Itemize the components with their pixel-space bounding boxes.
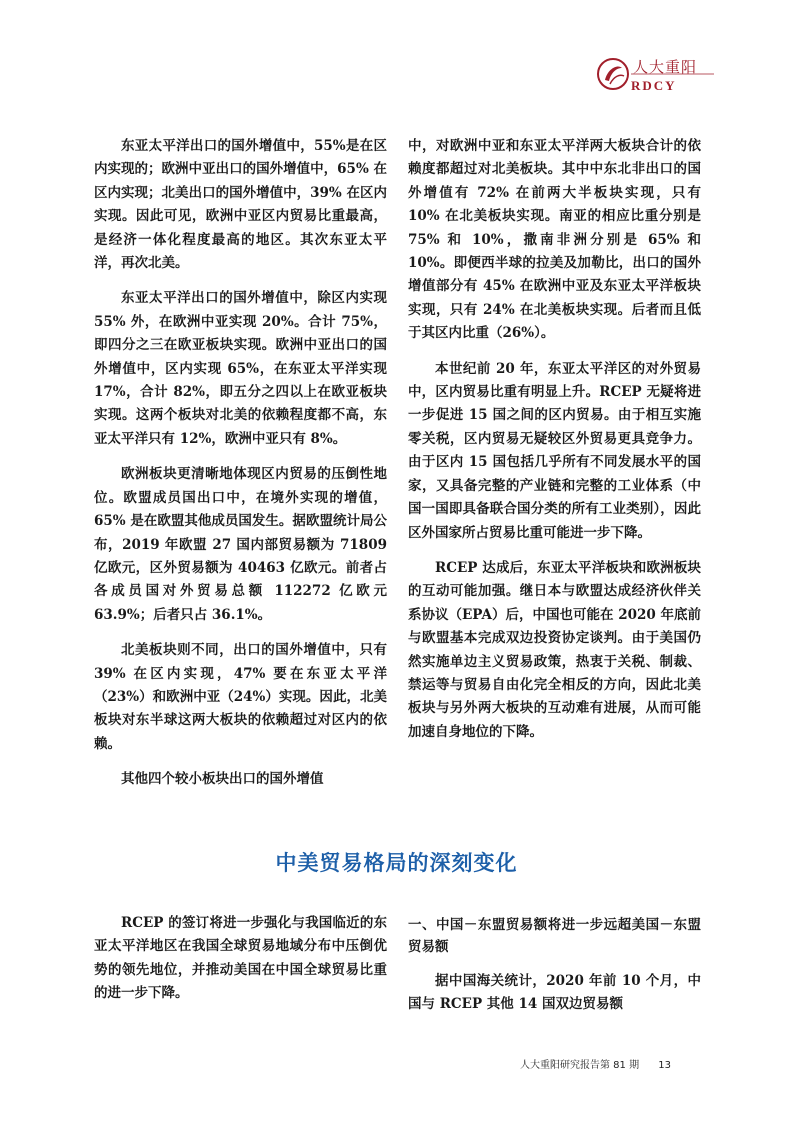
logo-english-text: RDCY (631, 78, 677, 93)
paragraph: 本世纪前 20 年，东亚太平洋区的对外贸易中，区内贸易比重有明显上升。RCEP 无疑将进一步促进 15 国之间的区内贸易。由于相互实施零关税，区内贸易无疑较区外贸易更具竞争力。由于区内 15 国包括几乎所有不同发展水平的国家，又具备完整的产业链和完整的工业体系（中国一国即具备联合国分类的所有工业类别），因此区外国家所占贸易比重可能进一步下降。 (408, 360, 701, 541)
paragraph: 中，对欧洲中亚和东亚太平洋两大板块合计的依赖度都超过对北美板块。其中中东北非出口的国外增值有 72% 在前两大半板块实现，只有 10% 在北美板块实现。南亚的相应比重分别是 75% 和 10%，撒南非洲分别是 65% 和 10%。即便西半球的拉美及加勒比，出口的国外增值部分有 45% 在欧洲中亚及东亚太平洋板块实现，只有 24% 在北美板块实现。后者而且低于其区内比重（26%）。 (408, 138, 701, 342)
page-number: 13 (658, 1060, 672, 1071)
logo-chinese-text: 人大重阳 (633, 58, 698, 76)
paragraph: 北美板块则不同，出口的国外增值中，只有 39% 在区内实现，47% 要在东亚太平洋（23%）和欧洲中亚（24%）实现。因此，北美板块对东半球这两大板块的依赖超过对区内的依赖。 (94, 642, 387, 752)
right-column-top (408, 135, 701, 756)
paragraph: 东亚太平洋出口的国外增值中，55%是在区内实现的；欧洲中亚出口的国外增值中，65% 在区内实现；北美出口的国外增值中，39% 在区内实现。因此可见，欧洲中亚区内贸易比重最高，是经济一体化程度最高的地区。其次东亚太平洋，再次北美。 (94, 138, 387, 272)
left-column-bottom (94, 912, 387, 1018)
paragraph: 东亚太平洋出口的国外增值中，除区内实现 55% 外，在欧洲中亚实现 20%。合计 75%，即四分之三在欧亚板块实现。欧洲中亚出口的国外增值中，区内实现 65%，在东亚太平洋实现 17%，合计 82%，即五分之四以上在欧亚板块实现。这两个板块对北美的依赖程度都不高，东亚太平洋只有 12%，欧洲中亚只有 8%。 (94, 290, 387, 447)
paragraph: 据中国海关统计，2020 年前 10 个月，中国与 RCEP 其他 14 国双边贸易额 (408, 973, 701, 1013)
paragraph: 欧洲板块更清晰地体现区内贸易的压倒性地位。欧盟成员国出口中，在境外实现的增值，65% 是在欧盟其他成员国发生。据欧盟统计局公布，2019 年欧盟 27 国内部贸易额为 71809 亿欧元，区外贸易额为 40463 亿欧元。前者占各成员国对外贸易总额 112272 亿欧元 63.9%；后者只占 36.1%。 (94, 466, 387, 623)
footer-publication: 人大重阳研究报告第 81 期 (520, 1060, 640, 1071)
left-column-top (94, 135, 387, 804)
paragraph: RCEP 的签订将进一步强化与我国临近的东亚太平洋地区在我国全球贸易地域分布中压倒优势的领先地位，并推动美国在中国全球贸易比重的进一步下降。 (94, 915, 387, 1002)
page-footer (520, 1056, 671, 1071)
paragraph: RCEP 达成后，东亚太平洋板块和欧洲板块的互动可能加强。继日本与欧盟达成经济伙伴关系协议（EPA）后，中国也可能在 2020 年底前与欧盟基本完成双边投资协定谈判。由于美国仍然实施单边主义贸易政策，热衷于关税、制裁、禁运等与贸易自由化完全相反的方向，因此北美板块与另外两大板块的互动难有进展，从而可能加速自身地位的下降。 (408, 559, 701, 740)
subsection-heading: 一、中国－东盟贸易额将进一步远超美国－东盟贸易额 (408, 917, 701, 955)
right-column-bottom (408, 914, 701, 1029)
section-title: 中美贸易格局的深刻变化 (275, 851, 518, 875)
paragraph: 其他四个较小板块出口的国外增值 (121, 771, 324, 788)
